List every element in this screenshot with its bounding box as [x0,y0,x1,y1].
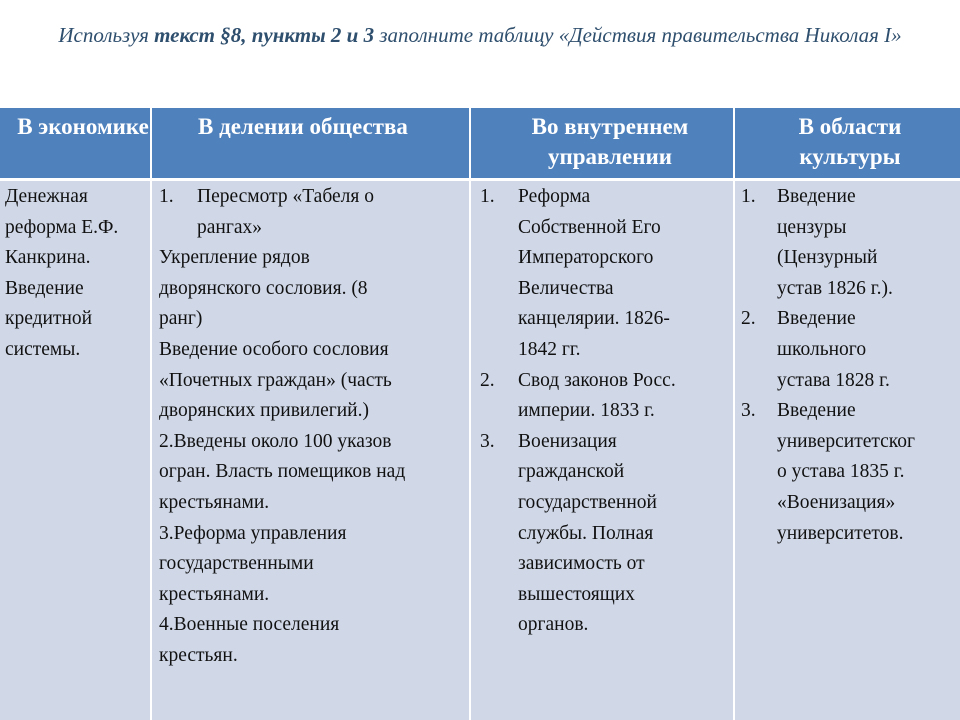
text-line: Введение особого сословия [159,338,389,360]
text-line: 1842 гг. [518,338,581,360]
list-item [159,182,467,243]
text-line: вышестоящих [518,583,635,605]
header-society: В делении общества [198,114,408,139]
text-line: Собственной Его [518,216,661,238]
text-line: «Военизация» [777,491,896,513]
cell-culture [741,182,957,549]
column-divider [150,108,152,720]
column-divider [469,108,471,720]
text-line: органов. [518,614,589,636]
text-line: Укрепление рядов [159,247,310,269]
text-line: Величества [518,277,614,299]
text-line: Денежная [5,186,88,207]
text-line: системы. [5,338,81,360]
list-number: 1. [741,186,756,207]
list-item [741,304,957,396]
list-number: 1. [480,186,495,207]
heading-text-bold: текст §8, пункты 2 и 3 [154,23,375,47]
list-number: 2. [741,308,756,330]
text-line: государственной [518,491,657,513]
cell-society [159,182,467,672]
text-line: Введение [777,308,856,330]
actions-table [0,108,960,720]
text-line: крестьянами. [159,491,270,513]
text-line: Императорского [518,247,654,269]
text-line: реформа Е.Ф. [5,216,119,238]
text-line: устава 1828 г. [777,369,890,391]
heading-text-end: заполните таблицу «Действия правительства Николая I» [374,23,902,47]
text-line: дворянских привилегий.) [159,400,369,422]
text-line: крестьян. [159,644,238,666]
list-number: 3. [741,400,756,422]
list-item [480,182,730,366]
text-line: цензуры [777,216,847,238]
list-number: 3. [480,430,495,452]
text-line: Введение [777,186,856,207]
text-line: Военизация [518,430,617,452]
text-line: огран. Власть помещиков над [159,461,406,483]
text-line: 3.Реформа управления [159,522,347,544]
text-line: университетов. [777,522,904,544]
cell-economy [5,182,147,366]
text-line: Канкрина. [5,247,91,269]
text-line: Пересмотр «Табеля о [197,186,374,207]
assignment-heading [40,16,920,54]
text-line: устав 1826 г.). [777,277,893,299]
text-line: кредитной [5,308,93,330]
text-line: 4.Военные поселения [159,614,340,636]
list-item [480,366,730,427]
text-line: «Почетных граждан» (часть [159,369,392,391]
header-culture: В области культуры [798,114,902,169]
table-header-row [0,108,960,181]
text-line: 2.Введены около 100 указов [159,430,392,452]
text-line: школьного [777,338,867,360]
text-line: государственными [159,553,314,575]
text-line: о устава 1835 г. [777,461,905,483]
text-line: Реформа [518,186,591,207]
list-item [741,182,957,304]
text-line: Введение [5,277,84,299]
text-line: империи. 1833 г. [518,400,655,422]
text-line: Свод законов Росс. [518,369,676,391]
header-governance: Во внутреннем управлении [531,114,689,169]
text-line: рангах» [197,216,262,238]
column-divider [733,108,735,720]
list-number: 1. [159,186,174,207]
text-line: службы. Полная [518,522,654,544]
text-line: канцелярии. 1826- [518,308,670,330]
text-line: крестьянами. [159,583,270,605]
text-line: Введение [777,400,856,422]
text-line: ранг) [159,308,203,330]
text-line: зависимость от [518,553,645,575]
list-number: 2. [480,369,495,391]
cell-governance [480,182,730,641]
heading-text-start: Используя [58,23,155,47]
list-item [480,427,730,641]
text-line: университетског [777,430,916,452]
text-line: (Цензурный [777,247,878,269]
text-line: дворянского сословия. (8 [159,277,368,299]
list-item [741,396,957,549]
text-line: гражданской [518,461,625,483]
header-economy: В экономике [17,114,149,139]
